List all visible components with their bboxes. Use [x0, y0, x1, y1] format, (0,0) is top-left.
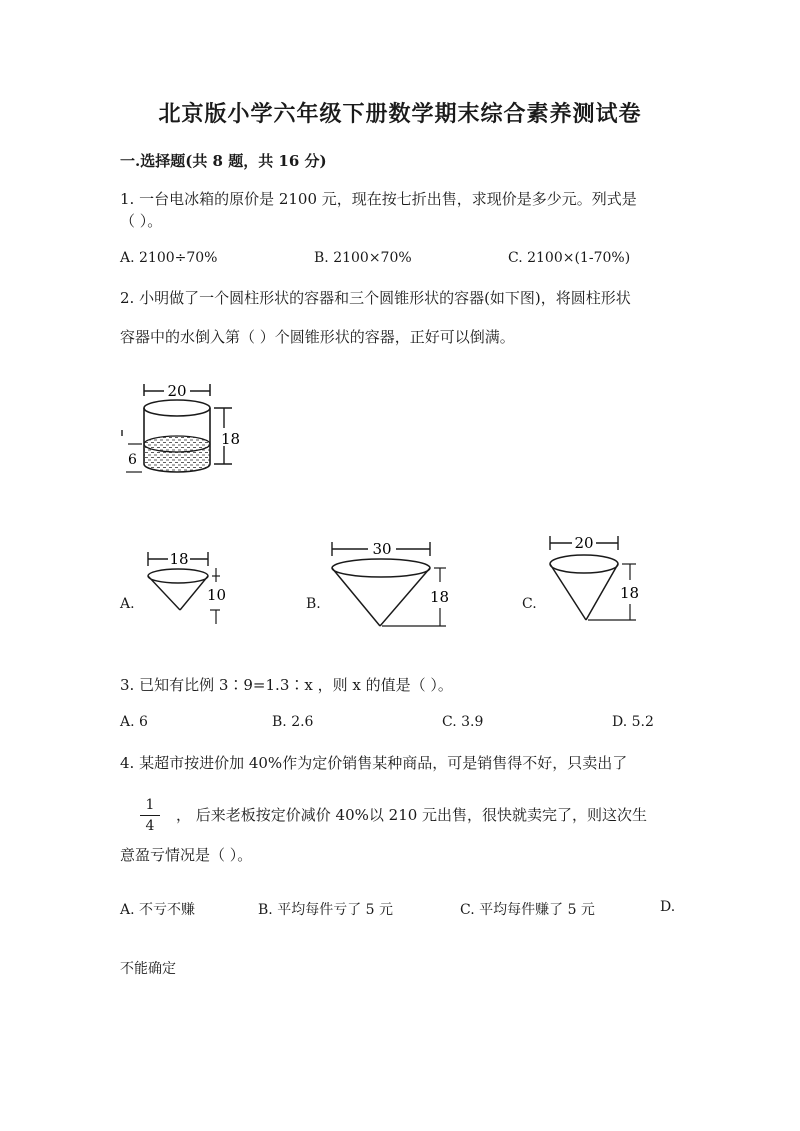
q2-option-c-label: C. [522, 596, 537, 612]
q1-option-b: B. 2100×70% [314, 250, 412, 266]
cone-b-figure [324, 536, 454, 632]
q4-line1: 4. 某超市按进价加 40%作为定价销售某种商品，可是销售得不好，只卖出了 [120, 754, 628, 772]
cone-b-height-label: 18 [430, 588, 450, 606]
cone-a-height-label: 10 [207, 586, 227, 604]
q1-option-c: C. 2100×(1-70%) [508, 250, 631, 266]
q4-fraction [140, 796, 160, 835]
q2-option-a-label: A. [120, 596, 135, 612]
page-title: 北京版小学六年级下册数学期末综合素养测试卷 [158, 101, 642, 127]
q4-option-a: A. 不亏不赚 [120, 902, 196, 918]
q4-fraction-numerator: 1 [145, 797, 155, 813]
cylinder-figure [118, 378, 248, 488]
q4-option-d: D. [660, 899, 676, 915]
q4-line3: 意盈亏情况是（ ）。 [120, 846, 253, 864]
q1-option-a: A. 2100÷70% [120, 250, 218, 266]
q3-option-c: C. 3.9 [442, 714, 484, 730]
q3-option-b: B. 2.6 [272, 714, 314, 730]
q1-line2: （ ）。 [120, 212, 163, 230]
cylinder-water-label: 6 [128, 452, 137, 468]
section-heading: 一.选择题(共 8 题，共 16 分) [120, 152, 327, 170]
q2-line1: 2. 小明做了一个圆柱形状的容器和三个圆锥形状的容器(如下图)，将圆柱形状 [120, 289, 631, 307]
q4-option-d-text: 不能确定 [120, 961, 176, 977]
q2-line2: 容器中的水倒入第（ ）个圆锥形状的容器，正好可以倒满。 [120, 328, 515, 346]
q1-line1: 1. 一台电冰箱的原价是 2100 元，现在按七折出售，求现价是多少元。列式是 [120, 190, 637, 208]
q3-line1: 3. 已知有比例 3∶9=1.3∶x ，则 x 的值是（ ）。 [120, 676, 453, 694]
cone-c-figure [540, 530, 650, 628]
cylinder-diameter-label: 20 [167, 382, 187, 400]
cone-b-diameter-label: 30 [372, 540, 392, 558]
q3-option-a: A. 6 [120, 714, 148, 730]
cone-c-diameter-label: 20 [574, 534, 594, 552]
cylinder-height-label: 18 [221, 430, 241, 448]
q4-fraction-bar [140, 815, 160, 816]
q2-option-b-label: B. [306, 596, 321, 612]
q4-option-c: C. 平均每件赚了 5 元 [460, 902, 595, 918]
cone-c-height-label: 18 [620, 584, 640, 602]
q3-option-d: D. 5.2 [612, 714, 654, 730]
q4-line2: ， 后来老板按定价减价 40%以 210 元出售，很快就卖完了，则这次生 [176, 806, 648, 824]
q4-option-b: B. 平均每件亏了 5 元 [258, 902, 393, 918]
q4-fraction-denominator: 4 [145, 818, 155, 834]
cone-a-figure [140, 544, 240, 628]
cone-a-diameter-label: 18 [169, 550, 189, 568]
